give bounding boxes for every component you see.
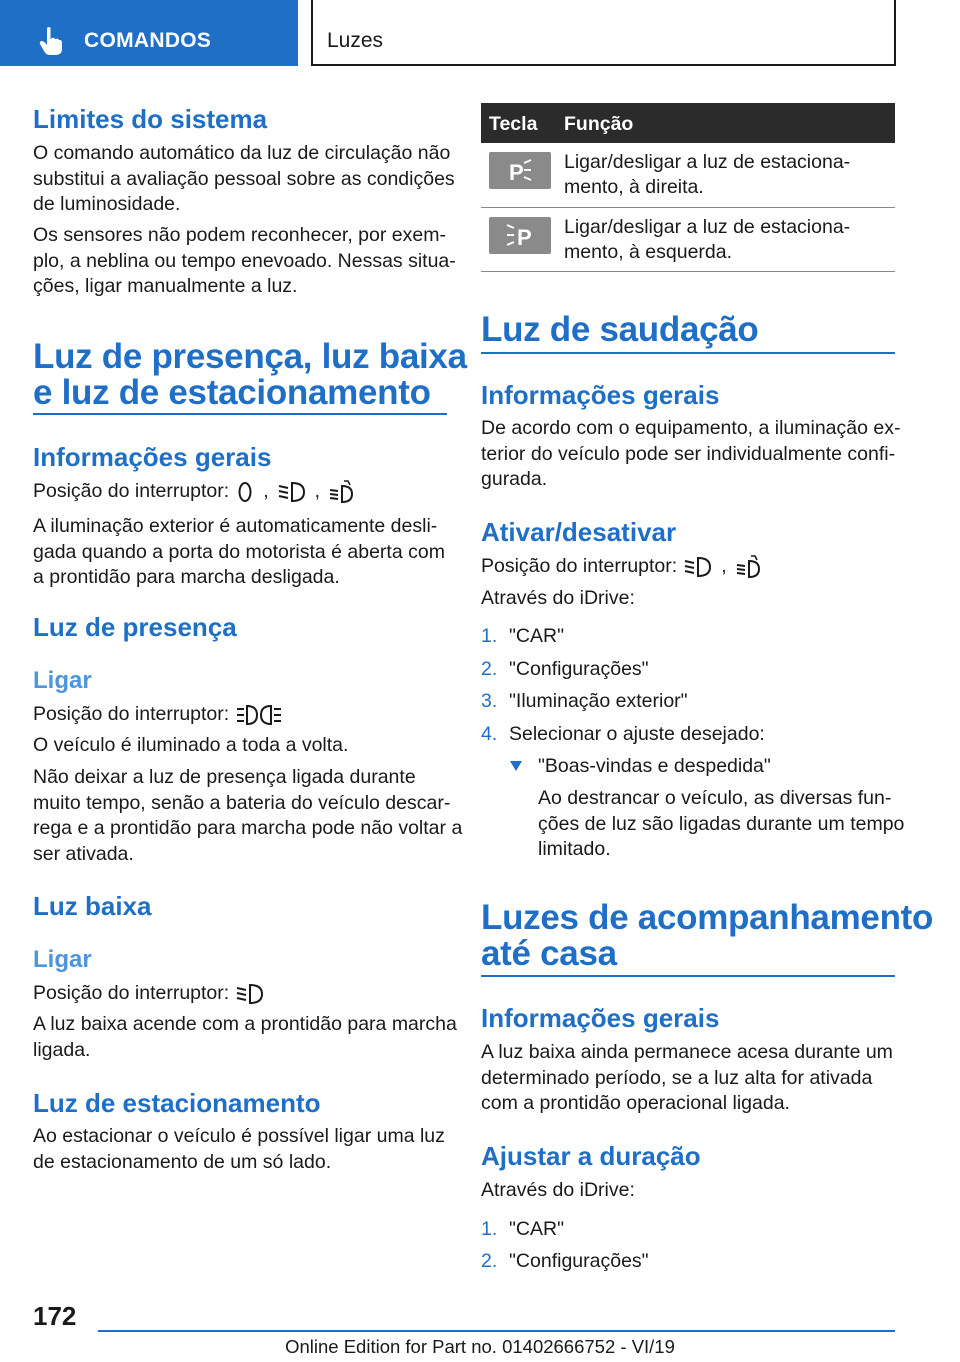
activate-switch-line: Posição do interruptor: ,	[481, 554, 769, 579]
hand-pointer-icon	[38, 26, 64, 56]
column-header-key: Tecla	[489, 113, 538, 135]
switch-off-icon	[235, 480, 255, 504]
general-info-paragraph: A iluminação exterior é automaticamente desli- gada quando a porta do motorista é aberta com a prontidão para marcha desligada.	[33, 515, 445, 589]
svg-text:P: P	[509, 160, 524, 185]
list-item: "CAR"	[509, 1218, 565, 1240]
switch-position-line: Posição do interruptor: , ,	[33, 479, 362, 504]
row-function-text: Ligar/desligar a luz de estaciona- mento, à esquerda.	[564, 216, 851, 263]
list-item-number: 4.	[481, 723, 498, 745]
follow-me-home-title: Luzes de acompanhamento até casa	[481, 898, 934, 973]
svg-text:P: P	[517, 225, 532, 250]
table-row	[481, 208, 895, 272]
low-beam-icon	[277, 480, 307, 504]
presence-light-heading: Luz de presença	[33, 612, 237, 642]
idrive-label-2: Através do iDrive:	[481, 1179, 635, 1201]
welcome-light-title: Luz de saudação	[481, 310, 759, 349]
idrive-label: Através do iDrive:	[481, 587, 635, 609]
presence-on-heading: Ligar	[33, 667, 92, 694]
list-item-number: 2.	[481, 658, 498, 680]
page-number: 172	[33, 1301, 77, 1331]
low-beam-heading: Luz baixa	[33, 891, 152, 921]
chapter-tab-label: COMANDOS	[84, 29, 212, 52]
edition-footer: Online Edition for Part no. 01402666752 - VI/19	[285, 1336, 675, 1357]
section-divider	[481, 352, 895, 354]
auto-light-icon	[735, 555, 763, 579]
section-title: Luzes	[327, 29, 384, 52]
footer-divider	[98, 1330, 895, 1332]
low-beam-switch-line: Posição do interruptor:	[33, 981, 271, 1006]
column-header-function: Função	[564, 113, 634, 135]
section-divider	[481, 975, 895, 977]
limits-paragraph-1: O comando automático da luz de circulação não substitui a avaliação pessoal sobre as condições de luminosidade.	[33, 142, 455, 216]
list-item: "Iluminação exterior"	[509, 690, 688, 712]
welcome-info-paragraph: De acordo com o equipamento, a iluminação ex- terior do veículo pode ser individualmente confi- gurada.	[481, 417, 901, 491]
list-item-number: 1.	[481, 625, 498, 647]
follow-me-info-heading: Informações gerais	[481, 1003, 720, 1033]
low-beam-icon	[683, 555, 713, 579]
presence-light-icon	[235, 703, 283, 727]
general-info-heading: Informações gerais	[33, 442, 272, 472]
row-function-text: Ligar/desligar a luz de estaciona- mento, à direita.	[564, 151, 851, 198]
key-function-table-header	[481, 103, 895, 143]
list-item: "Configurações"	[509, 658, 649, 680]
parking-light-paragraph: Ao estacionar o veículo é possível ligar uma luz de estacionamento de um só lado.	[33, 1125, 445, 1173]
follow-me-info-paragraph: A luz baixa ainda permanece acesa durante um determinado período, se a luz alta for ativada com a prontidão operacional ligada.	[481, 1041, 893, 1115]
sub-list-item: "Boas-vindas e despedida"	[538, 755, 771, 777]
duration-heading: Ajustar a duração	[481, 1141, 701, 1171]
low-beam-paragraph: A luz baixa acende com a prontidão para marcha ligada.	[33, 1013, 457, 1061]
low-beam-on-heading: Ligar	[33, 946, 92, 973]
welcome-info-heading: Informações gerais	[481, 380, 720, 410]
main-section-title: Luz de presença, luz baixa e luz de estacionamento	[33, 337, 467, 412]
table-row	[481, 143, 895, 208]
limits-heading: Limites do sistema	[33, 104, 268, 134]
list-item: Selecionar o ajuste desejado:	[509, 723, 765, 745]
presence-switch-line: Posição do interruptor:	[33, 702, 289, 727]
presence-paragraph-2: Não deixar a luz de presença ligada durante muito tempo, senão a bateria do veículo descar- rega e a prontidão para marcha pode não voltar a ser ativada.	[33, 766, 463, 865]
chapter-tab[interactable]	[0, 0, 298, 66]
parking-light-left-icon	[489, 217, 551, 254]
parking-light-heading: Luz de estacionamento	[33, 1088, 321, 1118]
parking-light-left-button[interactable]	[489, 217, 551, 254]
presence-paragraph-1: O veículo é iluminado a toda a volta.	[33, 734, 349, 756]
section-divider	[33, 413, 447, 415]
low-beam-icon	[235, 982, 265, 1006]
parking-light-right-button[interactable]	[489, 152, 551, 189]
limits-paragraph-2: Os sensores não podem reconhecer, por exem- plo, a neblina ou tempo enevoado. Nessas situa- ções, ligar manualmente a luz.	[33, 224, 456, 298]
list-item-number: 2.	[481, 1250, 498, 1272]
activate-heading: Ativar/desativar	[481, 517, 677, 547]
auto-light-icon	[328, 480, 356, 504]
section-header	[311, 0, 896, 66]
sub-list-description: Ao destrancar o veículo, as diversas fun- ções de luz são ligadas durante um tempo limitado.	[538, 787, 905, 861]
triangle-bullet-icon	[510, 761, 522, 771]
list-item: "CAR"	[509, 625, 565, 647]
list-item-number: 1.	[481, 1218, 498, 1240]
parking-light-right-icon	[489, 152, 551, 189]
list-item-number: 3.	[481, 690, 498, 712]
list-item: "Configurações"	[509, 1250, 649, 1272]
